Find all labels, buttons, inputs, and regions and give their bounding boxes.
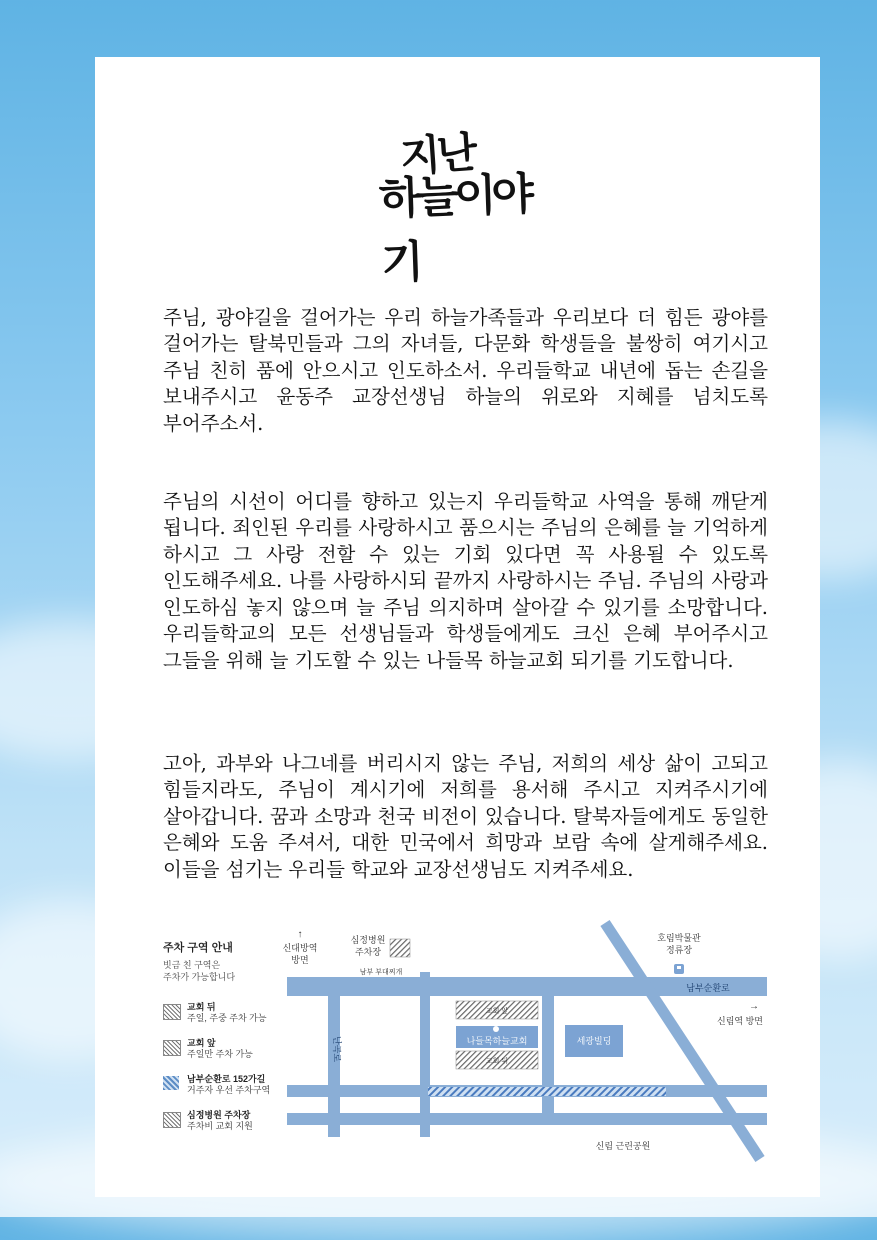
bus-window [677, 966, 681, 969]
prayer-paragraph-2: 주님의 시선이 어디를 향하고 있는지 우리들학교 사역을 통해 깨닫게 됩니다. 죄인된 우리를 사랑하시고 품으시는 주님의 은혜를 늘 기억하게 하시고 그 사랑 전할 수 있는 기회 있다면 꼭 사용될 수 있도록 인도해주세요. 나를 사랑하시되 끝까지 사랑하시는 주님. 주님의 사랑과 인도하심 놓지 않으며 늘 주님 의지하며 살아갈 수 있기를 소망합니다. 우리들학교의 모든 선생님들과 학생들에게도 크신 은혜 부어주시고 그들을 위해 늘 기도할 수 있는 나들목 하늘교회 되기를 기도합니다. [163, 489, 768, 672]
map-label-hospital: 심정병원 [350, 935, 386, 945]
legend-title: 주차 구역 안내 [163, 942, 233, 954]
hospital-parking [390, 939, 410, 957]
bulletin-page [95, 57, 820, 1197]
prayer-paragraph-1: 주님, 광야길을 걸어가는 우리 하늘가족들과 우리보다 더 힘든 광야를 걸어가는 탈북민들과 그의 자녀들, 다문화 학생들을 불쌍히 여기시고 주님 친히 품에 안으시고 인도하소서. 우리들학교 내년에 돕는 손길을 보내주시고 윤동주 교장선생님 하늘의 위로와 지혜를 넘치도록 부어주소서. [163, 305, 768, 435]
legend-subtitle-line-1: 빗금 친 구역은 [163, 960, 221, 970]
title-line-1: 지난 [398, 127, 475, 182]
prayer-paragraph-3: 고아, 과부와 나그네를 버리시지 않는 주님, 저희의 세상 삶이 고되고 힘들지라도, 주님이 계시기에 저희를 용서해 주시고 지켜주시기에 살아갑니다. 꿈과 소망과 천국 비전이 있습니다. 탈북자들에게도 동일한 은혜와 도움 주셔서, 대한 민국에서 희망과 보람 속에 살게해주세요. 이들을 섬기는 우리들 학교와 교장선생님도 지켜주세요. [163, 751, 768, 881]
map-label-bus-stop: 정류장 [665, 945, 693, 955]
parking-map [150, 907, 780, 1167]
map-label-sindaebang-dir: 방면 [291, 955, 309, 965]
map-label-nanggok: 난곡로 [332, 1035, 342, 1063]
map-label-church-front: 교회 앞 [485, 1008, 509, 1015]
map-label-sillim-dir: 신림역 방면 [717, 1016, 763, 1026]
map-label-right-arrow: → [749, 1001, 759, 1012]
legend-subtitle-line-2: 주차가 가능합니다 [163, 972, 236, 982]
road-lower [287, 1113, 767, 1125]
legend-item-title: 교회 앞 [187, 1038, 216, 1048]
title-line-2: 하늘이야기 [378, 168, 530, 289]
church-marker [493, 1026, 499, 1032]
legend-item-title: 남부순환로 152가길 [187, 1074, 266, 1084]
map-label-nambu-market: 남부 부대찌개 [359, 969, 403, 976]
legend-item-title: 심정병원 주차장 [187, 1110, 251, 1120]
map-label-sindaebang: 신대방역 [282, 943, 318, 953]
road-alley [420, 972, 430, 1137]
map-label-church: 나들목하늘교회 [466, 1036, 528, 1046]
map-label-sekwang: 세광빌딩 [576, 1036, 612, 1046]
map-label-horim: 호림박물관 [657, 933, 701, 943]
resident-parking-area [428, 1087, 666, 1096]
legend-item-desc: 주일만 주차 가능 [187, 1049, 253, 1059]
page-title [378, 122, 550, 289]
legend-item-desc: 주일, 주중 주차 가능 [187, 1013, 267, 1023]
map-label-up-arrow: ↑ [297, 929, 303, 940]
map-label-church-back: 교회 뒤 [485, 1058, 509, 1065]
legend-item-desc: 거주자 우선 주차구역 [187, 1085, 271, 1095]
map-label-park: 신림 근린공원 [595, 1141, 651, 1151]
legend-item-title: 교회 뒤 [187, 1002, 216, 1012]
map-label-nambu-road: 남부순환로 [686, 983, 730, 993]
map-label-hospital-lot: 주차장 [354, 947, 382, 957]
legend-item-desc: 주차비 교회 지원 [187, 1121, 253, 1131]
map-drawing [150, 907, 780, 1167]
